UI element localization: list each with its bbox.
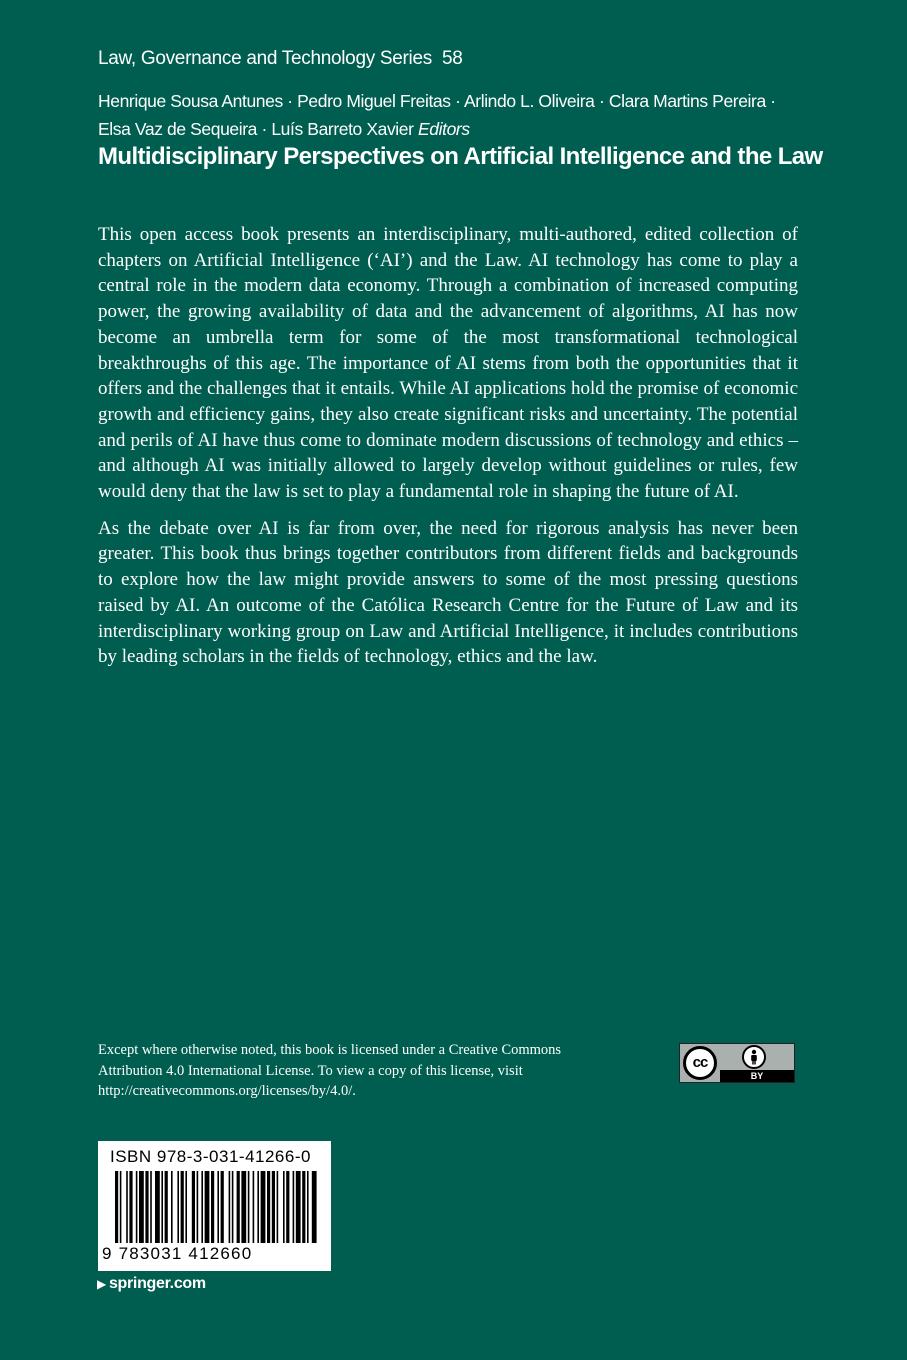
barcode-bar (181, 1171, 184, 1243)
barcode-bar (197, 1171, 199, 1243)
editors-list (98, 87, 818, 143)
barcode-bar (139, 1171, 144, 1243)
blurb-paragraph-1: This open access book presents an interdisciplinary, multi-authored, edited collection of chapters on Artificial Intelligence (‘AI’) and the Law. AI technology has come to play a central role in the modern data economy. Through a combination of increased computing power, the growing availability of data and the advancement of algorithms, AI has now become an umbrella term for some of the most transformational technological breakthroughs of this age. The importance of AI stems from both the opportunities that it offers and the challenges that it entails. While AI applications hold the promise of economic growth and efficiency gains, they also create significant risks and uncertainty. The potential and perils of AI have thus come to dominate modern discussions of technology and ethics – and although AI was initially allowed to largely develop without guidelines or rules, few would deny that the law is set to play a fundamental role in shaping the future of AI. (98, 224, 798, 503)
license-notice: Except where otherwise noted, this book is licensed under a Creative Commons Attribution 4.0 International License. To view a copy of this license, visit http://creativecommons.org/licenses/by/4.0/. (98, 1042, 562, 1099)
series-number: 58 (441, 48, 463, 69)
barcode-bar (241, 1171, 246, 1243)
barcode-bar (302, 1171, 305, 1243)
barcode-bar (217, 1171, 219, 1243)
publisher-website (97, 1275, 206, 1293)
barcode-bar (293, 1171, 295, 1243)
editors-line-1: Henrique Sousa Antunes · Pedro Miguel Freitas · Arlindo L. Oliveira · Clara Martins Pereira · (98, 91, 776, 111)
cc-icon: cc (683, 1046, 717, 1080)
editors-line-2-names: Elsa Vaz de Sequeira · Luís Barreto Xavier (98, 119, 414, 139)
series-name: Law, Governance and Technology Series (98, 48, 432, 69)
barcode-bar (248, 1171, 250, 1243)
blurb-paragraph-2: As the debate over AI is far from over, the need for rigorous analysis has never been greater. This book thus brings together contributors from different fields and backgrounds to explore how the law might provide answers to some of the most pressing questions raised by AI. An outcome of the Católica Research Centre for the Future of Law and its interdisciplinary working group on Law and Artificial Intelligence, it includes contributions by leading scholars in the fields of technology, ethics and the law. (98, 517, 798, 668)
barcode-bar (267, 1171, 270, 1243)
barcode-bar (205, 1171, 210, 1243)
barcode-bar (307, 1171, 309, 1243)
barcode-bar (221, 1171, 224, 1243)
editors-role: Editors (418, 119, 470, 139)
barcode-bar (211, 1171, 214, 1243)
cc-by-license-icon (679, 1043, 795, 1083)
barcode-bar (150, 1171, 152, 1243)
barcode-bar (161, 1171, 163, 1243)
arrow-right-icon: ▶ (97, 1277, 106, 1291)
series-line (98, 48, 463, 70)
barcode-bar (277, 1171, 279, 1243)
book-title: Multidisciplinary Perspectives on Artificial Intelligence and the Law (98, 143, 823, 170)
back-cover-blurb (98, 222, 798, 681)
barcode-bar (120, 1171, 122, 1243)
barcode-bar (192, 1171, 195, 1243)
isbn-barcode (98, 1141, 331, 1271)
barcode-bar (237, 1171, 240, 1243)
editors-line-2 (98, 115, 818, 143)
barcode-bar (257, 1171, 259, 1243)
barcode-bar (145, 1171, 148, 1243)
barcode-bar (261, 1171, 266, 1243)
barcode-bar (177, 1171, 179, 1243)
attribution-person-icon (742, 1045, 766, 1069)
barcode-bar (232, 1171, 234, 1243)
isbn-label: ISBN 978-3-031-41266-0 (110, 1147, 311, 1166)
barcode-bar (136, 1171, 138, 1243)
barcode-bar (201, 1171, 203, 1243)
publisher-url: springer.com (108, 1275, 206, 1292)
barcode-bar (155, 1171, 160, 1243)
barcode-bar (229, 1171, 231, 1243)
barcode-bar (283, 1171, 285, 1243)
barcode-bar (272, 1171, 275, 1243)
cc-by-label: BY (750, 1071, 764, 1081)
barcode-bar (296, 1171, 301, 1243)
barcode-bar (165, 1171, 168, 1243)
barcode-bar (312, 1171, 317, 1243)
barcode-digits: 9 783031 412660 (102, 1244, 253, 1263)
barcode-bar (286, 1171, 289, 1243)
barcode-bar (115, 1171, 118, 1243)
barcode-bar (129, 1171, 132, 1243)
barcode-bar (171, 1171, 173, 1243)
barcode-bar (126, 1171, 128, 1243)
barcode-bar (185, 1171, 187, 1243)
barcode-bar (253, 1171, 255, 1243)
